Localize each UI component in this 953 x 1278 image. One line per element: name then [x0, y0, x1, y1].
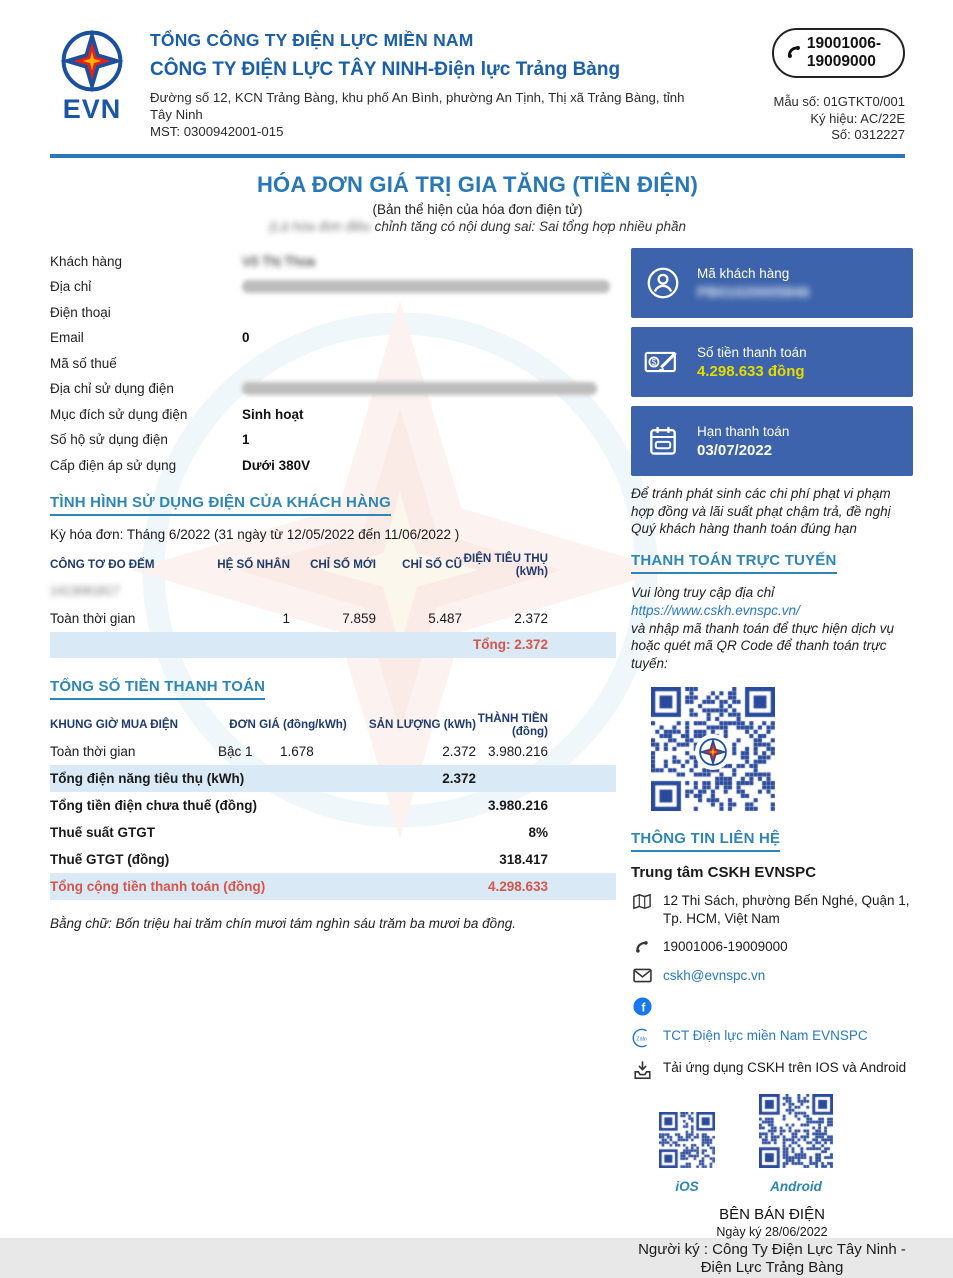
- payment-row: Toàn thời gian Bậc 1 1.678 2.372 3.980.216: [50, 743, 548, 759]
- download-icon: [631, 1059, 653, 1080]
- usage-total-row: Tổng: 2.372: [50, 632, 616, 658]
- qr-evn-logo: [695, 734, 731, 770]
- summary-row-pre-tax: Tổng tiền điện chưa thuế (đồng) 3.980.216: [50, 797, 548, 813]
- facebook-icon[interactable]: [631, 996, 653, 1016]
- hotline-badge: [772, 28, 905, 78]
- amount-in-words: Bằng chữ: Bốn triệu hai trăm chín mươi tám nghìn sáu trăm ba mươi ba đồng.: [50, 915, 516, 931]
- invoice-adjustment-note: (Là hóa đơn điều chỉnh tăng có nội dung sai: Sai tổng hợp nhiều phần: [268, 219, 687, 235]
- field-ma-so-thue: Mã số thuế: [50, 355, 117, 371]
- summary-row-vat-amount: Thuế GTGT (đồng) 318.417: [50, 851, 548, 867]
- company-group-name: TỔNG CÔNG TY ĐIỆN LỰC MIỀN NAM: [150, 30, 474, 50]
- usage-table: [50, 552, 616, 658]
- summary-row-total-kwh: Tổng điện năng tiêu thụ (kWh) 2.372: [50, 765, 616, 792]
- customer-info: [50, 248, 616, 478]
- form-serial: Ký hiệu: AC/22E: [810, 110, 905, 126]
- svg-text:Zalo: Zalo: [636, 1035, 647, 1042]
- invoice-number: Số: 0312227: [831, 127, 905, 143]
- seller-label: BÊN BÁN ĐIỆN: [719, 1205, 825, 1223]
- due-date-label: Hạn thanh toán: [697, 423, 790, 439]
- svg-text:$: $: [651, 358, 657, 368]
- payment-amount-card: [631, 327, 913, 397]
- evn-logo-text: EVN: [62, 94, 122, 124]
- cskh-website-link[interactable]: https://www.cskh.evnspc.vn/: [631, 602, 800, 618]
- contact-address-row: 12 Thi Sách, phường Bến Nghé, Quận 1, Tp. HCM, Việt Nam: [631, 892, 913, 927]
- field-dia-chi: Địa chỉ: [50, 274, 616, 300]
- field-cap-dien-ap: Cấp điện áp sử dụng Dưới 380V: [50, 457, 311, 473]
- map-icon: [631, 892, 653, 911]
- contact-phone-row: 19001006-19009000: [631, 938, 913, 956]
- field-khach-hang: Khách hàng Võ Thị Thoa: [50, 253, 316, 269]
- form-number: Mẫu số: 01GTKT0/001: [773, 93, 905, 109]
- usage-address-redacted-bar: [242, 382, 597, 395]
- contact-facebook-row[interactable]: [631, 996, 913, 1016]
- zalo-icon[interactable]: [631, 1027, 653, 1048]
- phone-icon: [631, 938, 653, 956]
- evn-logo: [50, 26, 134, 123]
- address-redacted-bar: [242, 280, 610, 293]
- ios-qr-code: [659, 1112, 715, 1194]
- company-address: Đường số 12, KCN Trảng Bàng, khu phố An Bình, phường An Tịnh, Thị xã Trảng Bàng, tỉnh Tây Ninh: [150, 90, 685, 122]
- header-divider: [50, 154, 905, 158]
- payment-section-heading: TỔNG SỐ TIỀN THANH TOÁN: [50, 678, 265, 700]
- usage-section-heading: TÌNH HÌNH SỬ DỤNG ĐIỆN CỦA KHÁCH HÀNG: [50, 494, 391, 516]
- contact-zalo-row[interactable]: Zalo TCT Điện lực miền Nam EVNSPC: [631, 1027, 913, 1048]
- billing-period: Kỳ hóa đơn: Tháng 6/2022 (31 ngày từ 12/05/2022 đến 11/06/2022 ): [50, 526, 460, 542]
- signer-name: Người ký : Công Ty Điện Lực Tây Ninh - Điện Lực Trảng Bàng: [638, 1240, 906, 1277]
- android-label: Android: [770, 1178, 822, 1194]
- contact-email-row: [631, 967, 913, 985]
- field-email: Email 0: [50, 330, 250, 346]
- summary-row-grand-total: Tổng cộng tiền thanh toán (đồng) 4.298.633: [50, 873, 616, 900]
- contact-heading: THÔNG TIN LIÊN HỆ: [631, 830, 780, 852]
- hotline-line1: 19001006-: [806, 35, 881, 52]
- company-tax-id: MST: 0300942001-015: [150, 124, 284, 139]
- signature-block: [631, 1206, 913, 1278]
- online-payment-heading: THANH TOÁN TRỰC TUYẾN: [631, 552, 837, 574]
- due-date-value: 03/07/2022: [697, 441, 773, 459]
- late-payment-note: Để tránh phát sinh các chi phí phạt vi phạm hợp đồng và lãi suất phạt chậm trả, đề nghị Quý khách hàng thanh toán đúng hạn: [631, 486, 891, 537]
- customer-code-card: [631, 248, 913, 318]
- payment-table-header: KHUNG GIỜ MUA ĐIỆN ĐƠN GIÁ (đồng/kWh) SẢN LƯỢNG (kWh) THÀNH TIỀN (đồng): [50, 711, 548, 738]
- field-dien-thoai: Điện thoại: [50, 304, 111, 320]
- payment-amount-label: Số tiền thanh toán: [697, 344, 807, 360]
- invoice-subtitle: (Bản thể hiện của hóa đơn điện tử): [372, 202, 583, 218]
- hotline-line2: 19009000: [806, 52, 876, 70]
- field-so-ho: Số hộ sử dụng điện 1: [50, 432, 250, 448]
- meter-id-redacted: 1413081817: [50, 584, 120, 599]
- envelope-icon: [631, 967, 653, 983]
- svg-text:f: f: [640, 1000, 646, 1015]
- online-payment-instructions: Vui lòng truy cập địa chỉ https://www.cskh.evnspc.vn/ và nhập mã thanh toán để thực hiện dịch vụ hoặc quét mã QR Code để thanh toán trực tuyến:: [631, 584, 894, 672]
- customer-code-value: PB01020005846: [697, 283, 810, 301]
- phone-icon: [786, 44, 803, 61]
- usage-row: Toàn thời gian 1 7.859 5.487 2.372: [50, 610, 548, 626]
- evn-star-icon: [59, 28, 125, 94]
- contact-apps-row: Tải ứng dụng CSKH trên IOS và Android: [631, 1059, 913, 1080]
- person-icon: [643, 264, 683, 302]
- field-muc-dich: Mục đích sử dụng điện Sinh hoạt: [50, 406, 304, 422]
- payment-amount-value: 4.298.633 đồng: [697, 362, 805, 380]
- meter-row: [50, 578, 616, 605]
- ios-label: iOS: [675, 1178, 699, 1194]
- header: [50, 26, 905, 144]
- field-dia-chi-su-dung-dien: Địa chỉ sử dụng điện: [50, 376, 616, 402]
- check-pen-icon: [643, 345, 683, 379]
- company-name: CÔNG TY ĐIỆN LỰC TÂY NINH-Điện lực Trảng Bàng: [150, 59, 621, 80]
- contact-center-name: Trung tâm CSKH EVNSPC: [631, 864, 817, 881]
- payment-qr-code: [651, 687, 775, 816]
- due-date-card: [631, 406, 913, 476]
- customer-name-redacted: Võ Thị Thoa: [242, 253, 316, 269]
- customer-code-label: Mã khách hàng: [697, 265, 790, 281]
- sign-date: Ngày ký 28/06/2022: [716, 1224, 828, 1239]
- contact-email-link[interactable]: cskh@evnspc.vn: [663, 968, 766, 984]
- invoice-title: HÓA ĐƠN GIÁ TRỊ GIA TĂNG (TIỀN ĐIỆN): [256, 172, 699, 198]
- summary-row-vat-rate: Thuế suất GTGT 8%: [50, 824, 548, 840]
- payment-table: [50, 712, 616, 900]
- android-qr-code: [759, 1094, 833, 1194]
- usage-table-header: CÔNG TƠ ĐO ĐẾM HỆ SỐ NHÂN CHỈ SỐ MỚI CHỈ SỐ CŨ ĐIỆN TIÊU THỤ (kWh): [50, 551, 548, 578]
- calendar-icon: [643, 423, 683, 459]
